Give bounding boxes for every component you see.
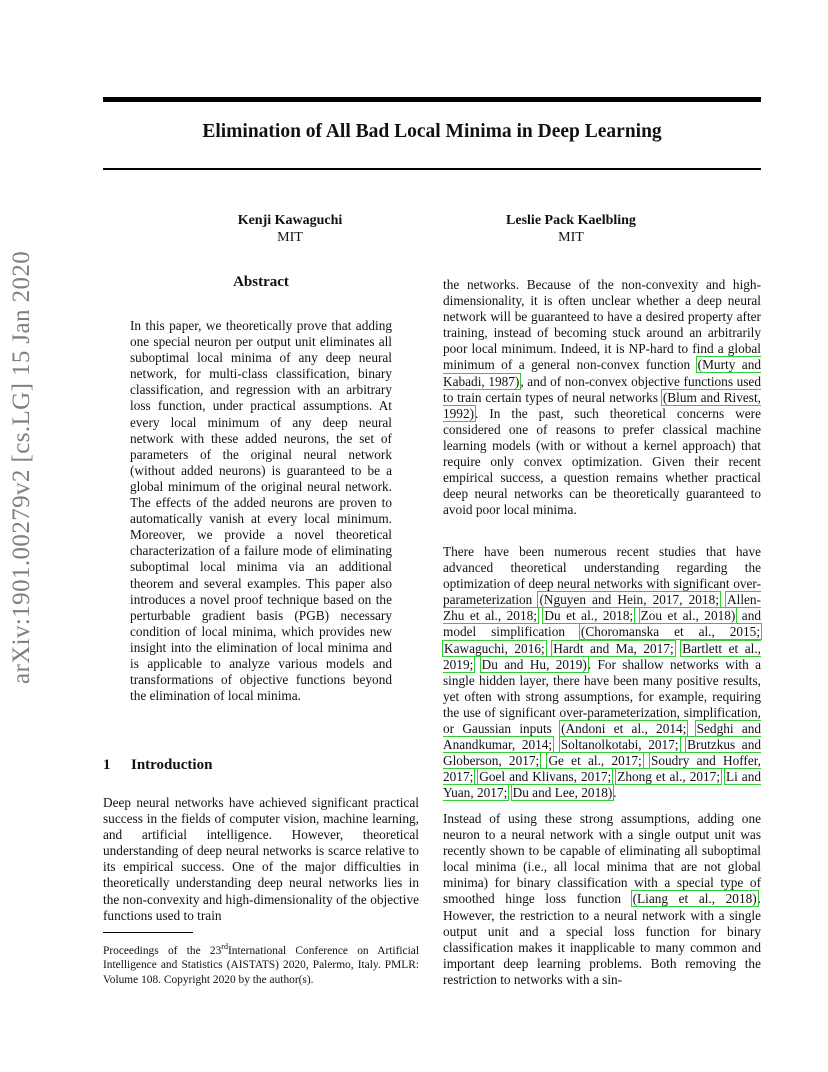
citation-link[interactable]: (Choromanska et al., 2015; bbox=[580, 624, 761, 640]
citation-link[interactable]: Brutzkus and Globerson, 2017; bbox=[443, 737, 762, 769]
paragraph-text: . For shallow networks with a single hidden layer, there have been many positive results, yet often with strong assumptions, for example, requiring the use of significant over-parameterization, simplification, or Gaussian inputs bbox=[443, 656, 761, 737]
footnote bbox=[103, 940, 419, 987]
intro-paragraph-1: Deep neural networks have achieved significant practical success in the fields of computer vision, machine learning, and artificial intelligence. However, theoretical understanding of deep neural networks is scarce relative to its empirical success. One of the major difficulties in theoretically understanding deep neural networks lies in the non-convexity and high-dimensionality of the objective functions used to train bbox=[103, 795, 419, 923]
intro-paragraph-1-continued bbox=[443, 277, 761, 518]
citation-link[interactable]: (Nguyen and Hein, 2017, 2018; bbox=[539, 592, 719, 608]
paragraph-text: Instead of using these strong assumptions, adding one neuron to a neural network with a single output unit was recently shown to be capable of eliminating all suboptimal local minima (i.e., all local minima that are not global minima) for binary classification with a special type of smoothed hinge loss function bbox=[443, 811, 761, 907]
citation-link[interactable]: Hardt and Ma, 2017; bbox=[553, 640, 674, 656]
author-name: Leslie Pack Kaelbling bbox=[506, 213, 636, 228]
author-block bbox=[160, 212, 420, 246]
citation-link[interactable]: Soltanolkotabi, 2017; bbox=[560, 737, 679, 753]
intro-paragraph-3 bbox=[443, 811, 761, 988]
citation-link[interactable]: (Blum and Rivest, 1992) bbox=[443, 389, 761, 421]
citation-link[interactable]: Li and Yuan, 2017; bbox=[443, 769, 762, 801]
arxiv-sidebar-id: arXiv:1901.00279v2 [cs.LG] 15 Jan 2020 bbox=[8, 250, 35, 684]
author-affiliation: MIT bbox=[558, 230, 584, 245]
paragraph-text: . However, the restriction to a neural network with a single output unit and a special loss function for binary classification makes it inapplicable to many common and important deep learning problems. Both removing the restriction to networks with a sin- bbox=[443, 891, 761, 987]
citation-link[interactable]: Du et al., 2018; bbox=[544, 608, 634, 624]
citation-link[interactable]: Goel and Klivans, 2017; bbox=[479, 769, 612, 785]
citation-link[interactable]: Soudry and Hoffer, 2017; bbox=[443, 753, 761, 785]
citation-link[interactable]: Allen-Zhu et al., 2018; bbox=[443, 592, 761, 624]
abstract-text: In this paper, we theoretically prove that adding one special neuron per output unit eliminates all suboptimal local minima of any deep neural network, for multi-class classification, binary classification, and regression with an arbitrary loss function, under practical assumptions. At every local minimum of any deep neural network with these added neurons, the set of parameters of the original neural network (without added neurons) is guaranteed to be a global minimum of the original neural network. The effects of the added neurons are proven to automatically vanish at every local minimum. Moreover, we provide a novel theoretical characterization of a failure mode of eliminating suboptimal local minima via an additional theorem and several examples. This paper also introduces a novel proof technique based on the perturbable gradient basis (PGB) necessary condition of local minima, which provides new insight into the elimination of local minima and is applicable to analyze various models and transformations of objective functions beyond the elimination of local minima. bbox=[130, 318, 392, 704]
paper-title: Elimination of All Bad Local Minima in Deep Learning bbox=[202, 121, 662, 142]
citation-link[interactable]: Du and Lee, 2018) bbox=[512, 785, 613, 801]
author-affiliation: MIT bbox=[277, 230, 303, 245]
citation-link[interactable]: (Liang et al., 2018) bbox=[632, 891, 757, 907]
abstract-heading: Abstract bbox=[233, 274, 289, 290]
paragraph-text: and model simplification bbox=[443, 608, 761, 640]
paragraph-text: There have been numerous recent studies that have advanced theoretical understanding regarding the optimization of deep neural networks with significant over-parameterization bbox=[443, 544, 761, 608]
citation-link[interactable]: (Murty and Kabadi, 1987) bbox=[443, 357, 761, 389]
paragraph-text: , and of non-convex objective functions used to train certain types of neural networks bbox=[443, 373, 761, 405]
title-rule-bottom bbox=[103, 168, 761, 170]
section-heading-introduction bbox=[103, 757, 212, 774]
footnote-rule bbox=[103, 932, 193, 933]
author-name: Kenji Kawaguchi bbox=[237, 213, 343, 228]
paragraph-text: . bbox=[613, 785, 617, 801]
section-title: Introduction bbox=[131, 757, 213, 773]
section-number: 1 bbox=[103, 757, 111, 773]
intro-paragraph-2 bbox=[443, 544, 761, 802]
footnote-text: Proceedings of the 23 bbox=[103, 944, 222, 957]
citation-link[interactable]: Sedghi and Anandkumar, 2014; bbox=[443, 721, 762, 753]
citation-link[interactable]: Zou et al., 2018) bbox=[640, 608, 736, 624]
citation-link[interactable]: Du and Hu, 2019) bbox=[481, 656, 587, 672]
citation-link[interactable]: Bartlett et al., 2019; bbox=[443, 640, 762, 672]
author-block bbox=[441, 212, 701, 246]
citation-link[interactable]: Kawaguchi, 2016; bbox=[444, 640, 545, 656]
citation-link[interactable]: (Andoni et al., 2014; bbox=[561, 721, 687, 737]
paragraph-text: . In the past, such theoretical concerns were considered one of reasons to prefer classical machine learning models (with or without a kernel approach) that require only convex optimization. Given their recent empirical success, a question remains whether practical deep neural networks can be theoretically guaranteed to avoid poor local minima. bbox=[443, 405, 761, 518]
footnote-text: International Conference on Artificial Intelligence and Statistics (AISTATS) 2020, Palermo, Italy. PMLR: Volume 108. Copyright 2020 by the author(s). bbox=[103, 944, 419, 986]
citation-link[interactable]: Ge et al., 2017; bbox=[548, 753, 642, 769]
paragraph-text: the networks. Because of the non-convexity and high-dimensionality, it is often unclear whether a deep neural network will be guaranteed to have a desired property after training, instead of becoming stuck around an arbitrarily poor local minimum. Indeed, it is NP-hard to find a global minimum of a general non-convex function bbox=[443, 277, 761, 373]
citation-link[interactable]: Zhong et al., 2017; bbox=[617, 769, 721, 785]
footnote-superscript: rd bbox=[221, 942, 228, 951]
title-rule-top bbox=[103, 97, 761, 102]
